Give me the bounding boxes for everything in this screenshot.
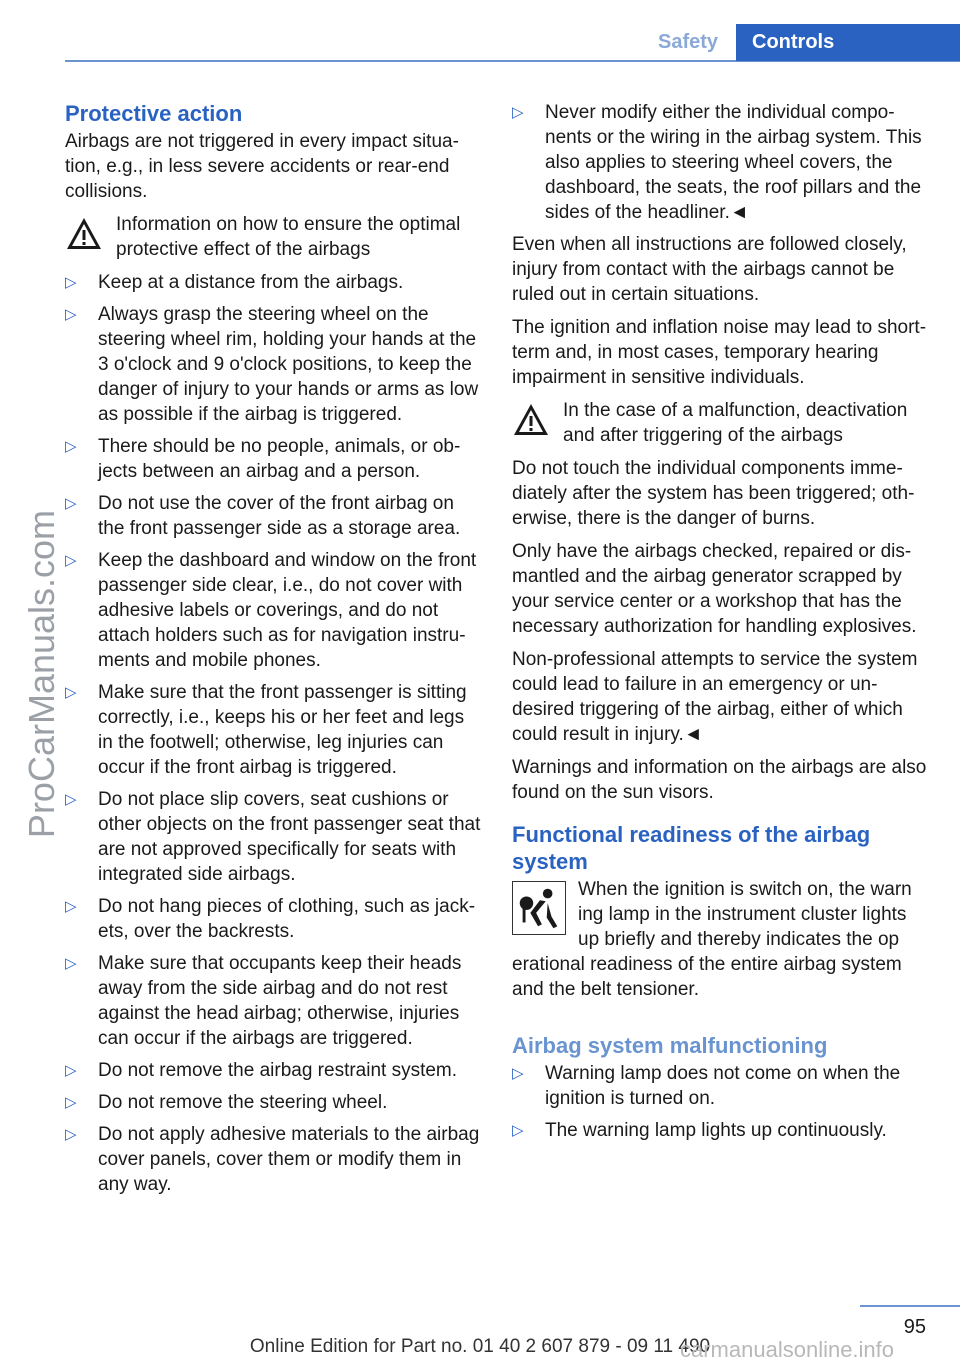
warning-text: In the case of a malfunction, deactivation and after triggering of the airbags	[563, 400, 908, 446]
warning-note	[512, 398, 930, 448]
list-item: ▷ Do not remove the airbag restraint system.	[65, 1060, 458, 1081]
footer-edition: Online Edition for Part no. 01 40 2 607 879 - 09 11 490	[249, 1336, 711, 1357]
list-item: ▷ Always grasp the steering wheel on the steering wheel rim, holding your hands at the 3 o'clock and 9 o'clock positions, to keep the danger of injury to your hands or arms as low as possible if the airbag is triggered.	[65, 304, 479, 425]
intro-paragraph: Airbags are not triggered in every impact situation, e.g., in less severe accidents or rear-end collisions.	[65, 131, 459, 202]
bullet-triangle-icon: ▷	[65, 274, 77, 291]
heading-protective-action: Protective action	[65, 101, 243, 126]
watermark-side: ProCarManuals.com	[21, 509, 62, 839]
paragraph: Even when all instructions are followed closely, injury from contact with the airbags cannot be ruled out in certain situations.	[512, 234, 907, 305]
bullet-triangle-icon: ▷	[512, 104, 524, 121]
bullet-triangle-icon: ▷	[65, 791, 77, 808]
bullet-triangle-icon: ▷	[65, 1126, 77, 1143]
list-item: ▷ Keep the dashboard and window on the front passenger side clear, i.e., do not cover with adhesive labels or coverings, and do not attach holders such as for navigation instruments and mobile phones.	[65, 550, 477, 671]
readiness-line: ing lamp in the instrument cluster lights	[578, 904, 907, 925]
list-item: ▷ Make sure that occupants keep their heads away from the side airbag and do not rest against the head airbag; otherwise, injuries can occur if the airbags are triggered.	[65, 953, 462, 1049]
list-item: ▷ There should be no people, animals, or objects between an airbag and a person.	[65, 436, 461, 482]
warning-triangle-icon	[65, 215, 103, 253]
readiness-line: When the ignition is switch on, the warn	[578, 879, 912, 900]
modify-list	[512, 100, 930, 225]
bullet-triangle-icon: ▷	[65, 306, 77, 323]
heading-malfunction: Airbag system malfunctioning	[512, 1033, 828, 1058]
list-item: ▷ The warning lamp lights up continuously.	[512, 1120, 887, 1141]
bullet-triangle-icon: ▷	[65, 1094, 77, 1111]
paragraph: Non-professional attempts to service the system could lead to failure in an emergency or undesired triggering of the airbag, either of which could result in injury.◄	[512, 649, 918, 745]
bullet-triangle-icon: ▷	[65, 438, 77, 455]
tab-controls[interactable]: Controls	[736, 24, 960, 61]
warning-triangle-icon	[512, 401, 550, 439]
list-item: ▷ Do not apply adhesive materials to the airbag cover panels, cover them or modify them in any way.	[65, 1124, 480, 1195]
bullet-triangle-icon: ▷	[65, 1062, 77, 1079]
list-item: ▷ Never modify either the individual components or the wiring in the airbag system. This also applies to steering wheel covers, the dashboard, the seats, the roof pillars and the sides of the headliner.◄	[512, 102, 922, 223]
page-number: 95	[903, 1316, 926, 1338]
watermark-bottom: carmanualsonline.info	[680, 1337, 895, 1362]
paragraph: Do not touch the individual components immediately after the system has been triggered; otherwise, there is the danger of burns.	[512, 458, 915, 529]
readiness-rest: erational readiness of the entire airbag system and the belt tensioner.	[512, 954, 902, 1000]
bullet-triangle-icon: ▷	[65, 495, 77, 512]
paragraph: Warnings and information on the airbags are also found on the sun visors.	[512, 757, 927, 803]
paragraph: Only have the airbags checked, repaired or dismantled and the airbag generator scrapped by your service center or a workshop that has the necessary authorization for handling explosives.	[512, 541, 917, 637]
bullet-triangle-icon: ▷	[65, 684, 77, 701]
list-item: ▷ Do not use the cover of the front airbag on the front passenger side as a storage area.	[65, 493, 461, 539]
left-column	[65, 100, 481, 1204]
bullet-triangle-icon: ▷	[65, 552, 77, 569]
malfunction-list	[512, 1061, 930, 1143]
readiness-line: up briefly and thereby indicates the op	[578, 929, 900, 950]
footer-rule	[860, 1305, 960, 1307]
bullet-triangle-icon: ▷	[512, 1065, 524, 1082]
paragraph: The ignition and inflation noise may lead to short-term and, in most cases, temporary hearing impairment in sensitive individuals.	[512, 317, 927, 388]
tab-safety[interactable]: Safety	[657, 31, 719, 53]
safety-list	[65, 270, 481, 1197]
list-item: ▷ Do not remove the steering wheel.	[65, 1092, 388, 1113]
bullet-triangle-icon: ▷	[65, 955, 77, 972]
list-item: ▷ Warning lamp does not come on when the ignition is turned on.	[512, 1063, 901, 1109]
list-item: ▷ Make sure that the front passenger is sitting correctly, i.e., keeps his or her feet and legs in the footwell; otherwise, leg injuries can occur if the front airbag is triggered.	[65, 682, 467, 778]
list-item: ▷ Do not hang pieces of clothing, such as jackets, over the backrests.	[65, 896, 476, 942]
readiness-block	[512, 877, 930, 1002]
bullet-triangle-icon: ▷	[65, 898, 77, 915]
warning-text: Information on how to ensure the optimal protective effect of the airbags	[116, 214, 461, 260]
heading-functional-readiness: Functional readiness of the airbag system	[512, 822, 871, 874]
right-column	[512, 100, 930, 1150]
list-item: ▷ Keep at a distance from the airbags.	[65, 272, 404, 293]
airbag-warning-lamp-icon	[512, 881, 566, 935]
bullet-triangle-icon: ▷	[512, 1122, 524, 1139]
list-item: ▷ Do not place slip covers, seat cushions or other objects on the front passenger seat that are not approved specifically for seats with integrated side airbags.	[65, 789, 481, 885]
warning-note	[65, 212, 481, 262]
